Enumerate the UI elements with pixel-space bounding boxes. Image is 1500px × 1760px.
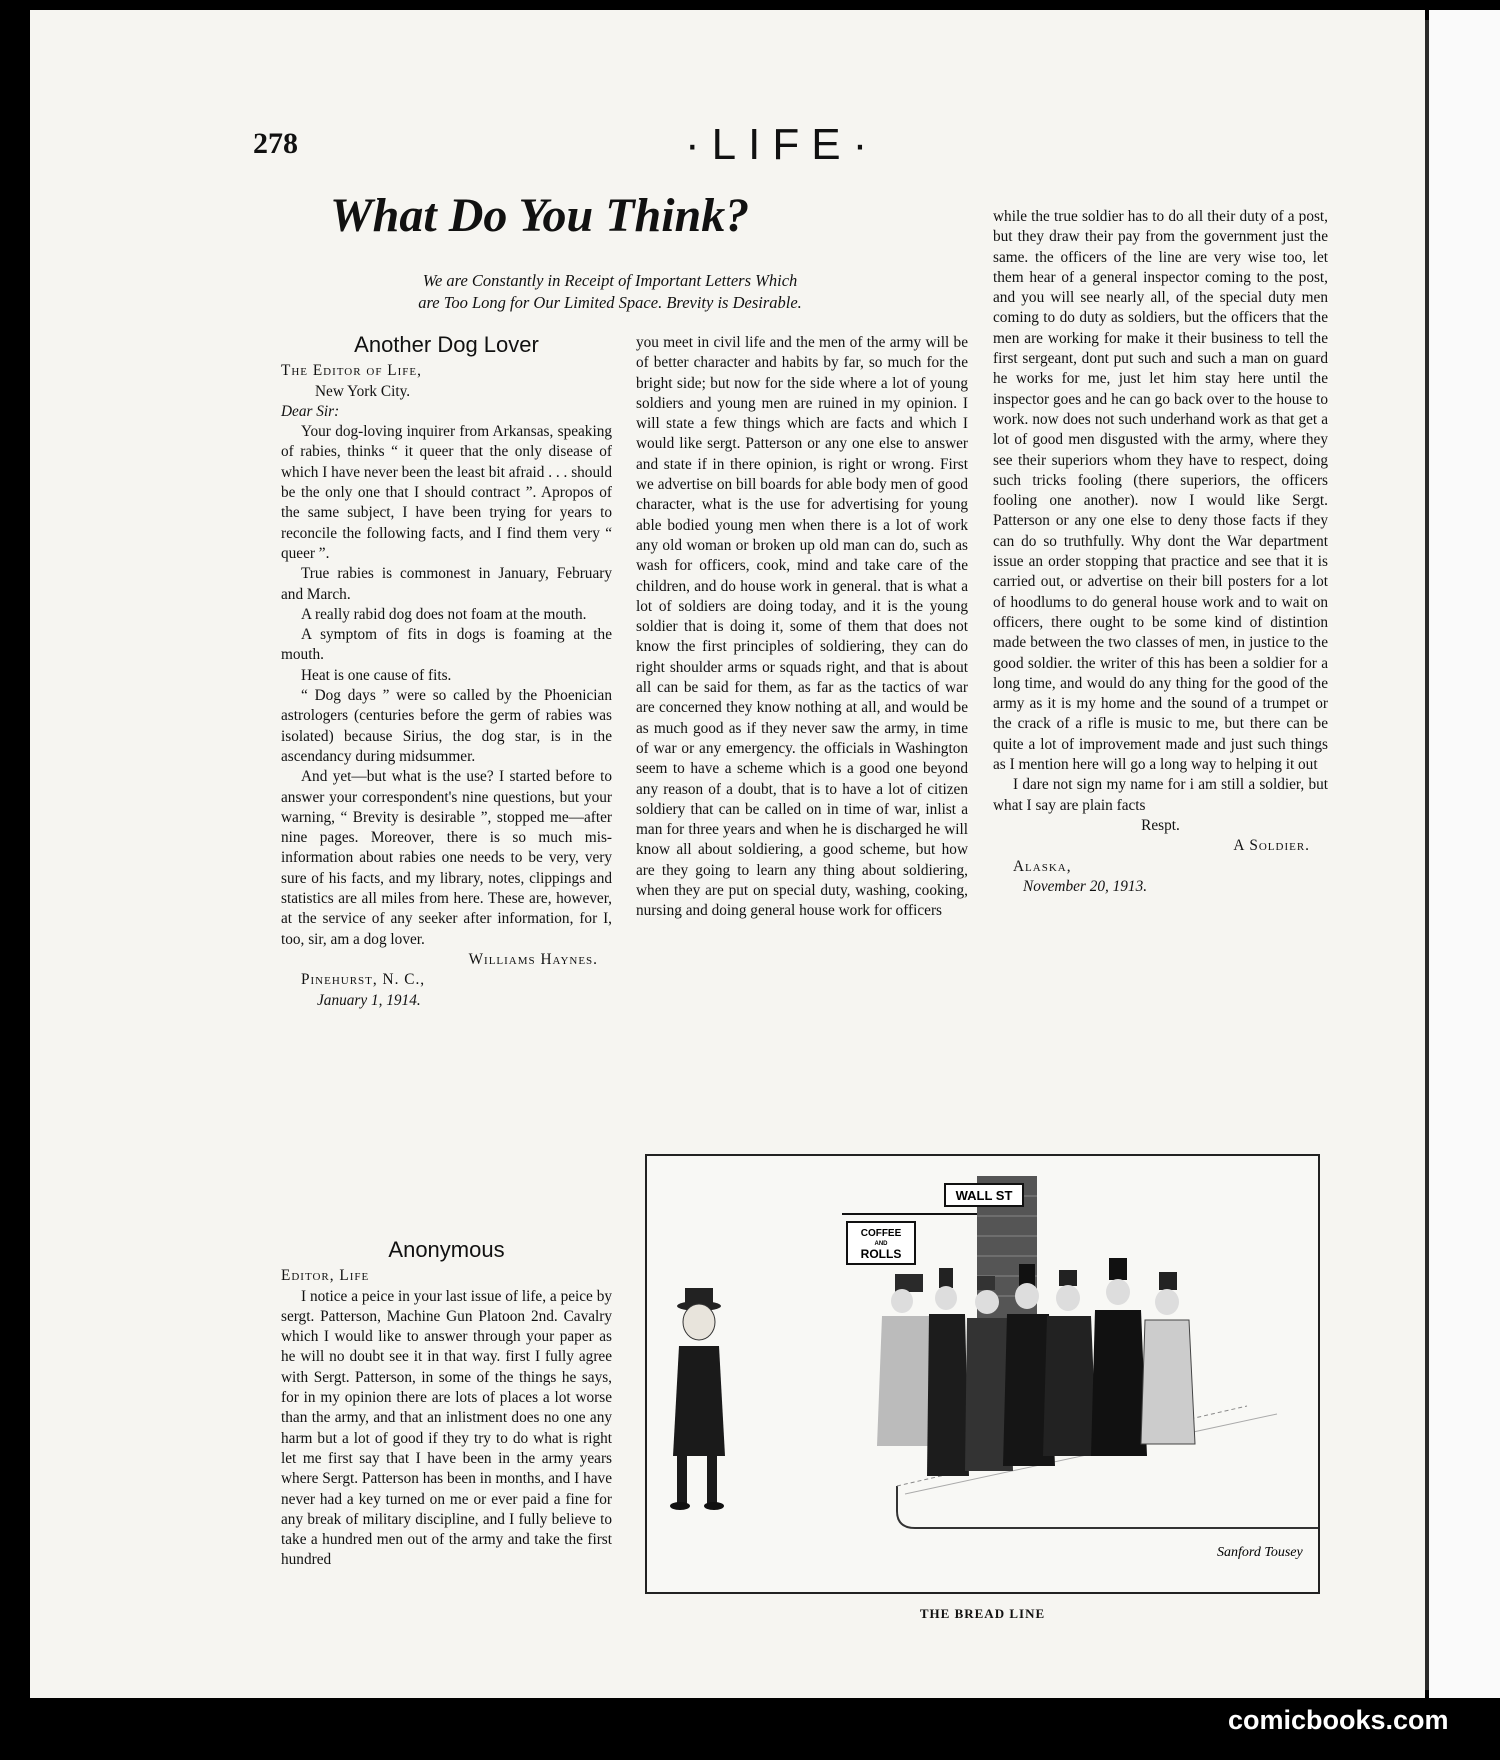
letter1-place: Pinehurst, N. C.,	[301, 971, 426, 989]
letter2-paragraph-1-continued: you meet in civil life and the men of the army will be of better character and habits by far, so much for the bright side; but now for the side where a lot of young soldiers and young men are ruined in my opinion. I will state a few things which are facts and which I would like sergt. Patterson or any one else to answer and state if in there opinion, is right or wrong. First we advertise on bill boards for able body men of good character, what is the use for advertising for young able bodied young men when there is a lot of work any old woman or broken up old man can do, such as wash for officers, cook, mind and take care of the children, and do house work in general. that is what a lot of soldiers are doing today, and it is the young soldier that is doing it, some of them that does not know the first principles of soldiering, they can do right shoulder arms or squads right, and that is about all can be said for them, as far as the tactics of war are concerned they know nothing at all, and would be as much good as if they never saw the army, in time of war or any emergency. the officials in Washington seem to have a scheme which is a good one beyond any reason of a doubt, that is to have a lot of citizen soldiery that can be called on in time of war, inlist a man for three years and when he is discharged he will know all about soldiering, a good scheme, but how are they going to learn any thing about soldiering, when they are put on special duty, washing, cooking, nursing and doing general house work for officers	[636, 334, 968, 920]
letter-heading-dog-lover: Another Dog Lover	[354, 332, 539, 357]
artist-signature: Sanford Tousey	[1217, 1545, 1303, 1560]
letter2-signature: A Soldier.	[1233, 837, 1310, 855]
cartoon-bread-line	[645, 1154, 1320, 1594]
letter2-salutation: Editor, Life	[281, 1267, 370, 1285]
letter2-paragraph-2: I dare not sign my name for i am still a soldier, but what I say are plain facts	[993, 776, 1328, 814]
next-page-edge	[1429, 10, 1500, 1698]
letter2-paragraph-1: I notice a peice in your last issue of life, a peice by sergt. Patterson, Machine Gun Platoon 2nd. Cavalry which I would like to answer through your paper as he will no doubt see it in that way. first I fully agree with Sergt. Patterson, in some of the things he says, for in my opinion there are lots of places a lot worse than the army, and that an inlistment does no one any harm but a lot of good if they try to do what is right let me first say that I have been in the army years where Sergt. Patterson has been in months, and I have never had a key turned on me or ever paid a fine for any break of military discipline, and I fully believe to take a hundred men out of the army and take the first hundred	[281, 1287, 612, 1569]
letter1-signature: Williams Haynes.	[468, 950, 598, 968]
rolls-sign-text: ROLLS	[860, 1247, 902, 1261]
column-3	[993, 207, 1328, 897]
letter1-paragraph-3: A really rabid dog does not foam at the mouth.	[301, 605, 587, 623]
bread-line-figures	[877, 1258, 1195, 1476]
letter2-respt: Respt.	[1141, 816, 1180, 834]
column-1	[281, 332, 612, 1011]
letter1-paragraph-5: Heat is one cause of fits.	[301, 666, 452, 684]
lone-figure	[670, 1288, 725, 1510]
letter1-paragraph-7: And yet—but what is the use? I started before to answer your correspondent's nine questions, but your warning, “ Brevity is desirable ”, stopped me—after nine pages. Moreover, there is so much mis-information about rabies one needs to be very, very sure of his facts, and my library, notes, clippings and statistics are all miles from here. These are, however, at the service of any seeker after information, for I, too, sir, am a dog lover.	[281, 768, 612, 948]
letter1-paragraph-2: True rabies is commonest in January, February and March.	[281, 565, 612, 603]
letter1-salutation-line1: The Editor of Life,	[281, 362, 422, 380]
letter1-date: January 1, 1914.	[317, 991, 421, 1009]
and-sign-text: AND	[874, 1241, 888, 1247]
wall-street-sign-text: WALL ST	[955, 1188, 1013, 1203]
letter1-paragraph-1: Your dog-loving inquirer from Arkansas, speaking of rabies, thinks “ it queer that the only disease of which I have never been the least bit afraid . . . should be the only one that I should contract ”. Apropos of the same subject, I have been trying for years to reconcile the following facts, and I find them very “ queer ”.	[281, 423, 612, 562]
feature-subtitle-line-2: are Too Long for Our Limited Space. Brevity is Desirable.	[418, 293, 802, 312]
column-1-lower	[281, 1237, 612, 1571]
letter2-date: November 20, 1913.	[1023, 877, 1148, 895]
magazine-page	[30, 10, 1425, 1698]
feature-subtitle-line-1: We are Constantly in Receipt of Important Letters Which	[422, 271, 798, 290]
cartoon-illustration	[647, 1156, 1318, 1592]
column-2	[636, 333, 968, 922]
letter-heading-anonymous: Anonymous	[388, 1237, 505, 1262]
letter1-dear: Dear Sir:	[281, 402, 340, 420]
feature-title: What Do You Think?	[330, 189, 750, 242]
masthead-title: ·LIFE·	[685, 120, 880, 169]
letter1-salutation-line2: New York City.	[315, 382, 411, 400]
letter1-paragraph-6: “ Dog days ” were so called by the Phoenician astrologers (centuries before the germ of rabies was isolated) because Sirius, the dog star, is in the ascendancy during midsummer.	[281, 687, 612, 765]
letter1-paragraph-4: A symptom of fits in dogs is foaming at the mouth.	[281, 626, 612, 664]
watermark: comicbooks.com	[1228, 1705, 1449, 1735]
feature-subtitle	[330, 270, 890, 314]
letter2-paragraph-1-continued-2: while the true soldier has to do all their duty of a post, but they draw their pay from the government just the same. the officers of the line are very wise too, let them hear of a general inspector coming to the post, and you will see nearly all, of the special duty men coming to do duty as soldiers, but the officers that the men are working for make it their business to tell the first sergeant, dont put such and such a man on guard he works for me, just let him stay here until the inspector goes and he can go back over to the house to work. now does not such underhand work as that get a lot of good men disgusted with the army, where they see their superiors whom they have to respect, doing such tricks fooling (there superiors, the officers fooling one another). now I would like Sergt. Patterson or any one else to deny those facts if they can do so truthfully. Why dont the War department issue an order stopping that practice and see that it is carried out, or advertise on their bill posters for a lot of hoodlums to do general house work and to wait on officers, there ought to be some kind of distintion made between the two classes of men, in justice to the good soldier. the writer of this has been a soldier for a long time, and would do any thing for the good of the army as it is my home and the sound of a trumpet or the crack of a rifle is music to me, but there can be quite a lot of improvement made and just such things as I mention here will go a long way to helping it out	[993, 208, 1328, 774]
coffee-sign-text: COFFEE	[860, 1228, 902, 1239]
page-number: 278	[253, 127, 298, 160]
letter2-place: Alaska,	[1013, 857, 1072, 875]
cartoon-caption: THE BREAD LINE	[919, 1606, 1046, 1621]
